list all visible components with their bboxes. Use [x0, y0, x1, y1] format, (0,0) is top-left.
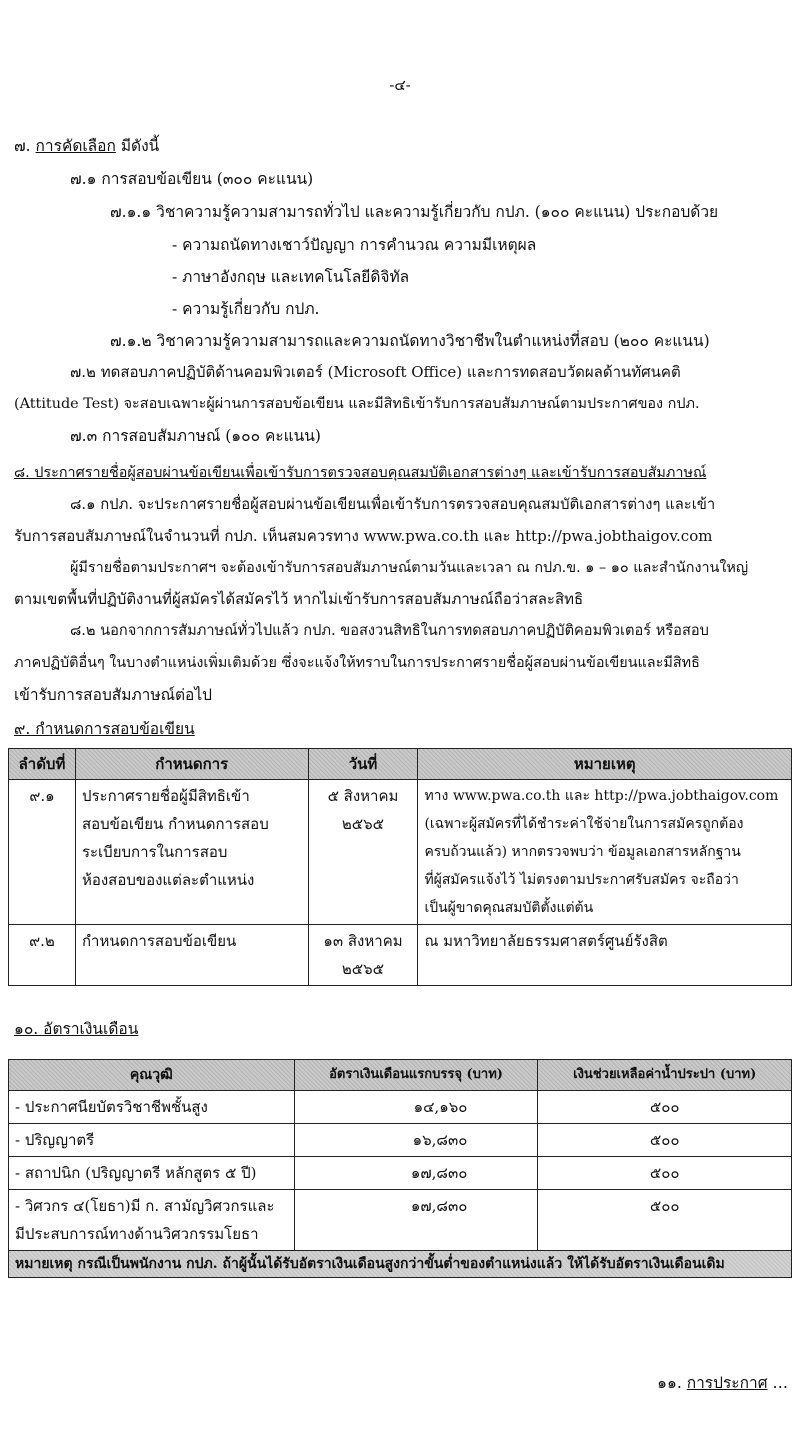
s7-line-5: - ความรู้เกี่ยวกับ กปภ.: [172, 300, 320, 318]
s7-line-7: ๗.๒ ทดสอบภาคปฏิบัติด้านคอมพิวเตอร์ (Microsoft Office) และการทดสอบวัดผลด้านทัศนคติ: [70, 363, 681, 381]
salary-qualification: - ประกาศนียบัตรวิชาชีพชั้นสูง: [9, 1091, 295, 1124]
s8-line-2: รับการสอบสัมภาษณ์ในจำนวนที่ กปภ. เห็นสมควรทาง www.pwa.co.th และ http://pwa.jobthaigov.com: [14, 527, 713, 545]
salary-amount: ๑๗,๘๓๐: [294, 1157, 538, 1190]
note-line: เป็นผู้ขาดคุณสมบัติตั้งแต่ต้น: [424, 900, 594, 916]
section-9-title: ๙. กำหนดการสอบข้อเขียน: [14, 720, 195, 738]
s7-line-4: - ภาษาอังกฤษ และเทคโนโลยีดิจิทัล: [172, 268, 410, 286]
section-7-number: ๗.: [14, 137, 31, 155]
next-continuation: …: [772, 1374, 788, 1392]
task-line: สอบข้อเขียน กำหนดการสอบ: [81, 815, 269, 833]
schedule-header-task: กำหนดการ: [75, 749, 308, 780]
salary-note-row: [9, 1251, 792, 1278]
note-line: (เฉพาะผู้สมัครที่ได้ชำระค่าใช้จ่ายในการสมัครถูกต้อง: [424, 816, 744, 832]
water-allowance: ๕๐๐: [538, 1124, 792, 1157]
schedule-header-no: ลำดับที่: [9, 749, 76, 780]
salary-header-row: [9, 1060, 792, 1091]
note-line: ณ มหาวิทยาลัยธรรมศาสตร์ศูนย์รังสิต: [424, 932, 668, 950]
s7-line-2: ๗.๑.๑ วิชาความรู้ความสามารถทั่วไป และความรู้เกี่ยวกับ กปภ. (๑๐๐ คะแนน) ประกอบด้วย: [110, 203, 719, 221]
schedule-header-row: [9, 749, 792, 780]
s8-line-1: ๘.๑ กปภ. จะประกาศรายชื่อผู้สอบผ่านข้อเขียนเพื่อเข้ารับการตรวจสอบคุณสมบัติเอกสารต่างๆ และเข้า: [70, 496, 716, 513]
schedule-no: ๙.๒: [9, 925, 76, 986]
next-page-marker: [657, 1368, 788, 1398]
note-line: ที่ผู้สมัครแจ้งไว้ ไม่ตรงตามประกาศรับสมัคร จะถือว่า: [424, 872, 739, 888]
schedule-header-date: วันที่: [308, 749, 418, 780]
s8-line-4: ตามเขตพื้นที่ปฏิบัติงานที่ผู้สมัครได้สมัครไว้ หากไม่เข้ารับการสอบสัมภาษณ์ถือว่าสละสิทธิ: [14, 590, 584, 608]
page-number: -๔-: [389, 76, 411, 94]
task-line: ประกาศรายชื่อผู้มีสิทธิเข้า: [81, 787, 250, 805]
table-row: [9, 925, 792, 986]
schedule-date: [308, 925, 418, 986]
salary-header-qualification: คุณวุฒิ: [9, 1060, 295, 1091]
salary-header-water: เงินช่วยเหลือค่าน้ำประปา (บาท): [538, 1060, 792, 1091]
water-allowance: ๕๐๐: [538, 1091, 792, 1124]
next-section-title: การประกาศ: [686, 1374, 768, 1392]
section-7-heading: [14, 131, 159, 161]
schedule-date: [308, 780, 418, 925]
schedule-no: ๙.๑: [9, 780, 76, 925]
exam-schedule-table: [8, 748, 792, 986]
table-row: [9, 1157, 792, 1190]
salary-qualification: [9, 1190, 295, 1251]
section-10-title: ๑๐. อัตราเงินเดือน: [14, 1020, 139, 1038]
next-section-number: ๑๑.: [657, 1374, 682, 1392]
task-line: ห้องสอบของแต่ละตำแหน่ง: [81, 871, 255, 889]
qualification-line: มีประสบการณ์ทางด้านวิศวกรรมโยธา: [15, 1225, 259, 1243]
qualification-line: - วิศวกร ๔(โยธา)มี ก. สามัญวิศวกรและ: [15, 1197, 275, 1215]
salary-table: [8, 1059, 792, 1278]
s7-line-1: ๗.๑ การสอบข้อเขียน (๓๐๐ คะแนน): [70, 170, 314, 188]
section-7-title: การคัดเลือก: [35, 137, 116, 155]
water-allowance: ๕๐๐: [538, 1190, 792, 1251]
date-line: ๑๓ สิงหาคม: [323, 932, 403, 950]
schedule-task: [75, 780, 308, 925]
s8-line-5: ๘.๒ นอกจากการสัมภาษณ์ทั่วไปแล้ว กปภ. ขอสงวนสิทธิในการทดสอบภาคปฏิบัติคอมพิวเตอร์ หรือสอบ: [70, 622, 709, 639]
task-line: กำหนดการสอบข้อเขียน: [81, 932, 237, 950]
salary-amount: ๑๖,๘๓๐: [294, 1124, 538, 1157]
table-row: [9, 1124, 792, 1157]
section-7-suffix: มีดังนี้: [120, 137, 160, 155]
section-8-title: ๘. ประกาศรายชื่อผู้สอบผ่านข้อเขียนเพื่อเข้ารับการตรวจสอบคุณสมบัติเอกสารต่างๆ และเข้ารับการสอบสัมภาษณ์: [14, 465, 707, 481]
schedule-note: [418, 780, 792, 925]
s8-line-6: ภาคปฏิบัติอื่นๆ ในบางตำแหน่งเพิ่มเติมด้วย ซึ่งจะแจ้งให้ทราบในการประกาศรายชื่อผู้สอบผ่านข้อเขียนและมีสิทธิ: [14, 655, 700, 671]
schedule-header-note: หมายเหตุ: [418, 749, 792, 780]
s7-line-9: ๗.๓ การสอบสัมภาษณ์ (๑๐๐ คะแนน): [70, 427, 321, 445]
table-row: [9, 780, 792, 925]
s8-line-7: เข้ารับการสอบสัมภาษณ์ต่อไป: [14, 686, 212, 704]
note-line: ทาง www.pwa.co.th และ http://pwa.jobthaigov.com: [424, 788, 779, 804]
date-line: ๕ สิงหาคม: [327, 787, 399, 805]
date-line: ๒๕๖๕: [341, 960, 385, 978]
salary-amount: ๑๗,๘๓๐: [294, 1190, 538, 1251]
schedule-note: [418, 925, 792, 986]
salary-qualification: - สถาปนิก (ปริญญาตรี หลักสูตร ๕ ปี): [9, 1157, 295, 1190]
schedule-task: [75, 925, 308, 986]
salary-qualification: - ปริญญาตรี: [9, 1124, 295, 1157]
salary-header-salary: อัตราเงินเดือนแรกบรรจุ (บาท): [294, 1060, 538, 1091]
task-line: ระเบียบการในการสอบ: [81, 843, 228, 861]
s7-line-8: (Attitude Test) จะสอบเฉพาะผู้ผ่านการสอบข้อเขียน และมีสิทธิเข้ารับการสอบสัมภาษณ์ตามประกาศของ กปภ.: [14, 396, 700, 412]
s8-line-3: ผู้มีรายชื่อตามประกาศฯ จะต้องเข้ารับการสอบสัมภาษณ์ตามวันและเวลา ณ กปภ.ข. ๑ – ๑๐ และสำนักงานใหญ่: [70, 560, 749, 576]
salary-amount: ๑๔,๑๖๐: [294, 1091, 538, 1124]
date-line: ๒๕๖๕: [341, 815, 385, 833]
water-allowance: ๕๐๐: [538, 1157, 792, 1190]
table-row: [9, 1190, 792, 1251]
salary-note: หมายเหตุ กรณีเป็นพนักงาน กปภ. ถ้าผู้นั้นได้รับอัตราเงินเดือนสูงกว่าขั้นต่ำของตำแหน่งแล้ว ให้ได้รับอัตราเงินเดือนเดิม: [9, 1251, 792, 1278]
table-row: [9, 1091, 792, 1124]
s7-line-6: ๗.๑.๒ วิชาความรู้ความสามารถและความถนัดทางวิชาชีพในตำแหน่งที่สอบ (๒๐๐ คะแนน): [110, 332, 710, 350]
s7-line-3: - ความถนัดทางเชาว์ปัญญา การคำนวณ ความมีเหตุผล: [172, 236, 537, 254]
note-line: ครบถ้วนแล้ว) หากตรวจพบว่า ข้อมูลเอกสารหลักฐาน: [424, 844, 741, 860]
